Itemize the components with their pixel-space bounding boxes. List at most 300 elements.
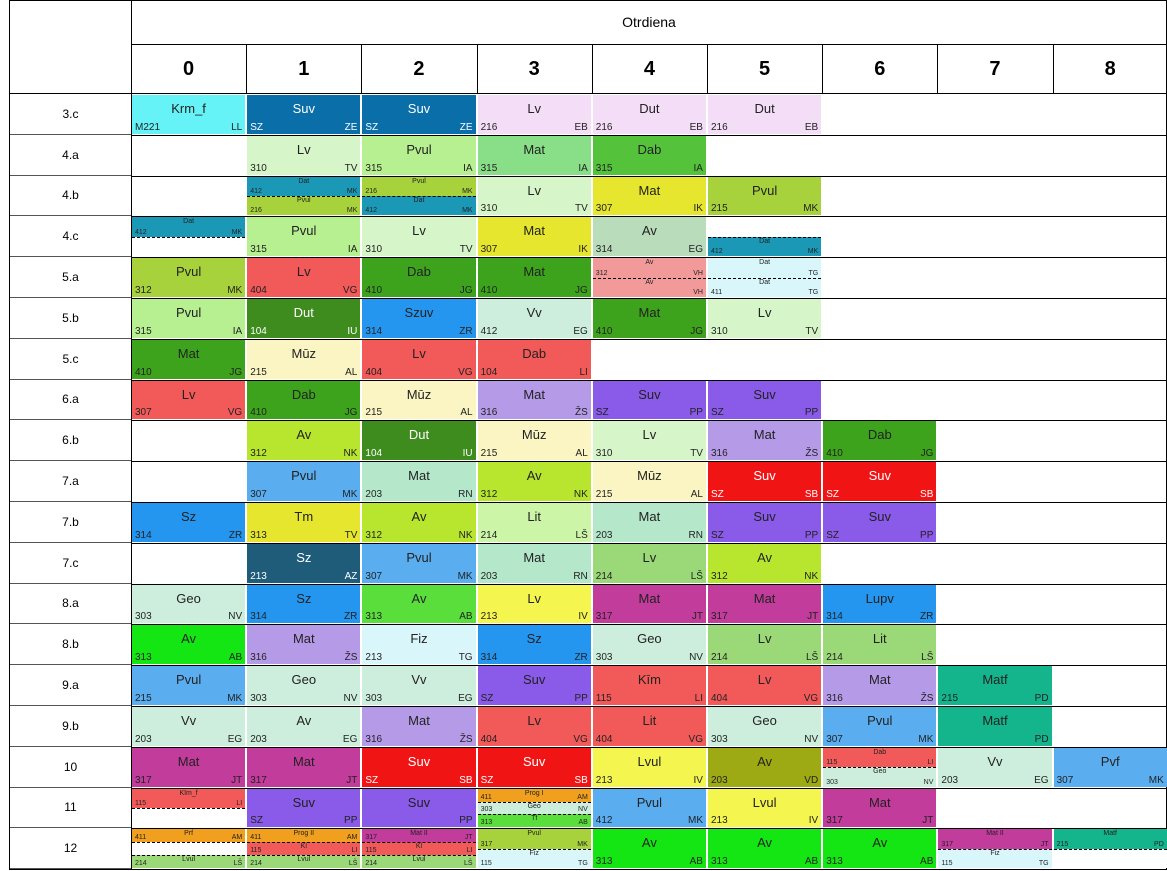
lesson-cell[interactable] bbox=[362, 177, 475, 216]
subject: Suv bbox=[638, 386, 661, 402]
teacher: JG bbox=[575, 284, 588, 296]
lesson-cell[interactable] bbox=[823, 503, 936, 542]
lesson bbox=[823, 462, 936, 501]
lesson-cell[interactable] bbox=[362, 340, 475, 379]
lesson-cell[interactable] bbox=[708, 217, 821, 256]
lesson-cell[interactable] bbox=[593, 625, 706, 664]
lesson-cell[interactable] bbox=[938, 829, 1051, 868]
teacher: LI bbox=[694, 692, 703, 704]
teacher: EG bbox=[688, 244, 703, 256]
lesson-cell[interactable] bbox=[478, 503, 591, 542]
room: SZ bbox=[480, 774, 494, 786]
lesson-cell[interactable] bbox=[132, 299, 245, 338]
lesson-cell[interactable] bbox=[823, 748, 936, 787]
lesson-cell[interactable] bbox=[593, 299, 706, 338]
lesson-cell[interactable] bbox=[593, 217, 706, 256]
lesson-cell[interactable] bbox=[593, 707, 706, 746]
lesson-cell[interactable] bbox=[708, 421, 821, 460]
lesson-cell[interactable] bbox=[362, 625, 475, 664]
subject: Matf bbox=[982, 713, 1008, 728]
room: 314 bbox=[135, 529, 152, 541]
lesson-cell[interactable] bbox=[132, 707, 245, 746]
lesson-cell[interactable] bbox=[362, 829, 475, 868]
subject: Dat bbox=[183, 218, 195, 226]
teacher: MK bbox=[462, 207, 473, 215]
lesson-cell[interactable] bbox=[593, 789, 706, 828]
subject: Suv bbox=[753, 509, 776, 524]
lesson bbox=[593, 136, 706, 175]
subject: Geo bbox=[637, 631, 662, 647]
room: 303 bbox=[711, 733, 728, 745]
lesson-cell[interactable] bbox=[132, 340, 245, 379]
lesson-cell[interactable] bbox=[247, 503, 360, 542]
lesson-cell[interactable] bbox=[593, 381, 706, 420]
period-header: 6 bbox=[874, 57, 886, 80]
lesson-cell[interactable] bbox=[478, 748, 591, 787]
subject: Mat II bbox=[410, 830, 428, 838]
teacher: LI bbox=[579, 366, 588, 378]
lesson-cell[interactable] bbox=[132, 829, 245, 868]
lesson-cell[interactable] bbox=[593, 258, 706, 297]
lesson bbox=[247, 381, 360, 420]
teacher: LŠ bbox=[690, 570, 703, 582]
lesson-cell[interactable] bbox=[247, 177, 360, 216]
room: 115 bbox=[480, 860, 492, 868]
room: 312 bbox=[480, 488, 498, 500]
lesson-cell[interactable] bbox=[362, 462, 475, 501]
lesson-cell[interactable] bbox=[362, 421, 475, 460]
lesson-cell[interactable] bbox=[247, 789, 360, 828]
subject: Dut bbox=[408, 427, 430, 443]
room: 303 bbox=[826, 778, 838, 786]
teacher: NV bbox=[578, 806, 588, 814]
subject: Kīm_f bbox=[179, 789, 198, 797]
teacher: IU bbox=[347, 325, 358, 337]
lesson bbox=[247, 421, 360, 460]
lesson-cell[interactable] bbox=[247, 340, 360, 379]
lesson-cell[interactable] bbox=[593, 666, 706, 705]
subject: Dut bbox=[293, 305, 314, 320]
lesson bbox=[938, 748, 1051, 787]
lesson bbox=[593, 666, 706, 705]
lesson-cell[interactable] bbox=[247, 95, 360, 134]
lesson bbox=[247, 503, 360, 542]
subject: Prog II bbox=[293, 830, 315, 838]
room: 203 bbox=[135, 733, 152, 745]
lesson bbox=[478, 544, 591, 583]
lesson-cell[interactable] bbox=[132, 585, 245, 624]
teacher: MK bbox=[346, 187, 358, 195]
subject: Av bbox=[411, 590, 427, 606]
lesson bbox=[132, 381, 245, 420]
subject: Pvul bbox=[291, 223, 317, 239]
teacher: ZR bbox=[228, 529, 243, 541]
teacher: IK bbox=[578, 244, 588, 256]
lesson-cell[interactable] bbox=[593, 748, 706, 787]
lesson-cell[interactable] bbox=[132, 625, 245, 664]
subject: Av bbox=[645, 278, 654, 286]
subject: Av bbox=[872, 835, 888, 851]
lesson-cell[interactable] bbox=[823, 666, 936, 705]
lesson-cell[interactable] bbox=[708, 95, 821, 134]
lesson-cell[interactable] bbox=[362, 95, 475, 134]
lesson-cell[interactable] bbox=[247, 625, 360, 664]
lesson-cell[interactable] bbox=[708, 748, 821, 787]
lesson bbox=[478, 258, 591, 297]
lesson bbox=[132, 95, 245, 134]
lesson-cell[interactable] bbox=[132, 789, 245, 828]
room: 307 bbox=[365, 570, 383, 582]
lesson bbox=[478, 136, 591, 175]
lesson bbox=[478, 503, 591, 542]
room: 214 bbox=[480, 529, 498, 541]
lesson-cell[interactable] bbox=[708, 829, 821, 868]
lesson bbox=[247, 217, 360, 256]
lesson-group bbox=[708, 278, 821, 297]
subject: Av bbox=[641, 223, 657, 239]
teacher: TV bbox=[459, 244, 473, 256]
lesson-cell[interactable] bbox=[362, 585, 475, 624]
room: 216 bbox=[480, 121, 498, 133]
teacher: MK bbox=[462, 187, 473, 195]
lesson-cell[interactable] bbox=[478, 421, 591, 460]
lesson bbox=[247, 666, 360, 705]
period-header: 1 bbox=[298, 57, 310, 80]
teacher: PP bbox=[920, 529, 934, 541]
teacher: IA bbox=[693, 162, 703, 174]
lesson-cell[interactable] bbox=[708, 544, 821, 583]
lesson-cell[interactable] bbox=[478, 544, 591, 583]
lesson-cell[interactable] bbox=[478, 829, 591, 868]
subject: Dab bbox=[873, 748, 887, 756]
lesson-cell[interactable] bbox=[938, 748, 1051, 787]
lesson bbox=[593, 503, 706, 542]
subject: Pvul bbox=[406, 141, 432, 157]
lesson-cell[interactable] bbox=[823, 585, 936, 624]
subject: Suv bbox=[407, 753, 431, 769]
lesson-group bbox=[708, 217, 821, 236]
subject: Prog I bbox=[524, 789, 544, 797]
lesson-cell[interactable] bbox=[1054, 829, 1167, 868]
lesson bbox=[478, 748, 591, 787]
lesson-cell[interactable] bbox=[478, 299, 591, 338]
teacher: IA bbox=[578, 162, 588, 174]
lesson-cell[interactable] bbox=[362, 789, 475, 828]
teacher: AL bbox=[345, 366, 358, 378]
lesson-cell[interactable] bbox=[362, 381, 475, 420]
lesson-group bbox=[478, 814, 591, 827]
room: 316 bbox=[711, 448, 728, 460]
subject: Mat bbox=[177, 345, 200, 361]
lesson-cell[interactable] bbox=[132, 217, 245, 256]
teacher: EG bbox=[227, 733, 243, 745]
subject: Suv bbox=[522, 672, 546, 688]
lesson bbox=[362, 707, 475, 746]
subject: Dat bbox=[759, 278, 771, 286]
lesson-cell[interactable] bbox=[362, 136, 475, 175]
lesson bbox=[938, 707, 1051, 746]
subject: Mat bbox=[638, 182, 661, 198]
lesson-cell[interactable] bbox=[708, 381, 821, 420]
lesson-cell[interactable] bbox=[823, 462, 936, 501]
lesson-cell[interactable] bbox=[593, 421, 706, 460]
teacher: VG bbox=[458, 366, 473, 378]
teacher: MK bbox=[918, 733, 934, 745]
room: 214 bbox=[135, 860, 147, 868]
lesson-cell[interactable] bbox=[478, 585, 591, 624]
room: 307 bbox=[135, 407, 152, 419]
subject: Fiz bbox=[990, 849, 1000, 857]
group-divider bbox=[132, 842, 245, 843]
subject: Suv bbox=[868, 509, 891, 524]
teacher: AZ bbox=[344, 570, 358, 582]
lesson bbox=[362, 544, 475, 583]
lesson-cell[interactable] bbox=[478, 625, 591, 664]
lesson bbox=[708, 707, 821, 746]
lesson bbox=[362, 217, 475, 256]
lesson-cell[interactable] bbox=[823, 625, 936, 664]
grid-line bbox=[131, 869, 1167, 870]
lesson bbox=[593, 544, 706, 583]
subject: Lvul bbox=[752, 794, 777, 810]
lesson-cell[interactable] bbox=[478, 381, 591, 420]
room: 115 bbox=[826, 759, 838, 767]
lesson bbox=[247, 707, 360, 746]
lesson bbox=[823, 829, 936, 868]
subject: Geo bbox=[291, 672, 317, 688]
room: 412 bbox=[711, 248, 723, 256]
group-divider bbox=[132, 237, 245, 238]
lesson bbox=[132, 503, 245, 542]
lesson-cell[interactable] bbox=[362, 544, 475, 583]
room: 411 bbox=[135, 834, 147, 842]
room: 203 bbox=[595, 529, 613, 541]
group-divider bbox=[132, 855, 245, 856]
lesson-cell[interactable] bbox=[362, 666, 475, 705]
teacher: TG bbox=[578, 860, 588, 868]
teacher: NV bbox=[343, 692, 358, 704]
lesson-cell[interactable] bbox=[708, 585, 821, 624]
room: 303 bbox=[135, 611, 152, 623]
lesson-cell[interactable] bbox=[247, 748, 360, 787]
lesson-cell[interactable] bbox=[132, 95, 245, 134]
subject: Dab bbox=[291, 386, 316, 402]
subject: Mūz bbox=[637, 468, 662, 484]
lesson bbox=[247, 544, 360, 583]
teacher: RN bbox=[573, 570, 588, 582]
lesson-cell[interactable] bbox=[593, 585, 706, 624]
lesson-cell[interactable] bbox=[708, 666, 821, 705]
subject: Mat bbox=[868, 794, 891, 810]
lesson-cell[interactable] bbox=[478, 707, 591, 746]
lesson-cell[interactable] bbox=[708, 462, 821, 501]
lesson-cell[interactable] bbox=[478, 177, 591, 216]
lesson-cell[interactable] bbox=[708, 503, 821, 542]
lesson-cell[interactable] bbox=[708, 258, 821, 297]
teacher: AM bbox=[346, 834, 358, 842]
lesson-cell[interactable] bbox=[362, 503, 475, 542]
room: 214 bbox=[595, 570, 613, 582]
lesson-cell[interactable] bbox=[247, 462, 360, 501]
subject: Lv bbox=[757, 672, 772, 688]
lesson-group bbox=[132, 789, 245, 808]
teacher: EB bbox=[574, 121, 588, 133]
class-label: 7.c bbox=[10, 543, 131, 584]
lesson-cell[interactable] bbox=[362, 217, 475, 256]
lesson-cell[interactable] bbox=[132, 748, 245, 787]
lesson bbox=[478, 666, 591, 705]
lesson-cell[interactable] bbox=[132, 666, 245, 705]
room: 203 bbox=[250, 733, 267, 745]
teacher: LŠ bbox=[575, 529, 588, 541]
subject: Sz bbox=[296, 549, 312, 565]
teacher: NV bbox=[689, 652, 703, 664]
lesson-cell[interactable] bbox=[938, 666, 1051, 705]
lesson-cell[interactable] bbox=[247, 829, 360, 868]
lesson-cell[interactable] bbox=[247, 666, 360, 705]
subject: Kl bbox=[415, 843, 423, 851]
lesson-cell[interactable] bbox=[478, 462, 591, 501]
room: 410 bbox=[826, 448, 843, 460]
teacher: SB bbox=[920, 488, 934, 500]
room: 313 bbox=[480, 819, 493, 827]
lesson-group bbox=[362, 855, 475, 868]
lesson bbox=[478, 585, 591, 624]
lesson-cell[interactable] bbox=[593, 503, 706, 542]
lesson-cell[interactable] bbox=[593, 177, 706, 216]
teacher: VH bbox=[693, 288, 703, 296]
lesson-cell[interactable] bbox=[708, 299, 821, 338]
lesson-cell[interactable] bbox=[247, 421, 360, 460]
teacher: EG bbox=[342, 733, 358, 745]
lesson-cell[interactable] bbox=[593, 829, 706, 868]
subject: Mat bbox=[292, 753, 315, 769]
lesson-group bbox=[1054, 829, 1167, 848]
lesson-cell[interactable] bbox=[247, 544, 360, 583]
room: 303 bbox=[250, 692, 267, 704]
lesson-cell[interactable] bbox=[478, 789, 591, 828]
lesson-group bbox=[132, 829, 245, 842]
subject: Krm_f bbox=[171, 101, 206, 116]
lesson-cell[interactable] bbox=[362, 748, 475, 787]
lesson bbox=[478, 421, 591, 460]
teacher: MK bbox=[807, 248, 819, 256]
lesson-cell[interactable] bbox=[247, 381, 360, 420]
subject: Lvul bbox=[297, 856, 311, 864]
lesson-cell[interactable] bbox=[478, 666, 591, 705]
lesson-cell[interactable] bbox=[593, 462, 706, 501]
lesson bbox=[478, 625, 591, 664]
lesson-cell[interactable] bbox=[247, 258, 360, 297]
lesson-cell[interactable] bbox=[247, 217, 360, 256]
lesson bbox=[823, 585, 936, 624]
room: 104 bbox=[480, 366, 498, 378]
lesson-cell[interactable] bbox=[593, 136, 706, 175]
subject: Geo bbox=[176, 590, 201, 606]
room: 214 bbox=[826, 652, 843, 664]
lesson-cell[interactable] bbox=[478, 136, 591, 175]
lesson-cell[interactable] bbox=[478, 340, 591, 379]
lesson-cell[interactable] bbox=[938, 707, 1051, 746]
teacher: VH bbox=[693, 269, 703, 277]
subject: Geo bbox=[527, 802, 541, 810]
lesson-cell[interactable] bbox=[478, 217, 591, 256]
lesson-cell[interactable] bbox=[362, 258, 475, 297]
lesson bbox=[247, 258, 360, 297]
subject: Av bbox=[757, 549, 773, 565]
lesson-cell[interactable] bbox=[708, 707, 821, 746]
lesson-cell[interactable] bbox=[708, 177, 821, 216]
lesson-cell[interactable] bbox=[247, 585, 360, 624]
subject: Mat bbox=[638, 305, 661, 320]
subject: Lv bbox=[527, 101, 542, 116]
lesson-cell[interactable] bbox=[593, 544, 706, 583]
subject: Av bbox=[526, 468, 542, 484]
room: 412 bbox=[480, 325, 498, 337]
subject: Lv bbox=[642, 549, 657, 565]
lesson-cell[interactable] bbox=[132, 258, 245, 297]
subject: Lv bbox=[412, 345, 426, 361]
teacher: ZR bbox=[344, 611, 358, 623]
lesson-cell[interactable] bbox=[362, 299, 475, 338]
lesson-cell[interactable] bbox=[823, 829, 936, 868]
lesson-cell[interactable] bbox=[132, 381, 245, 420]
teacher: NV bbox=[228, 611, 243, 623]
teacher: IK bbox=[693, 203, 703, 215]
room: SZ bbox=[250, 815, 263, 827]
lesson bbox=[247, 299, 360, 338]
lesson-cell[interactable] bbox=[708, 625, 821, 664]
subject: Lit bbox=[527, 509, 542, 524]
lesson-cell[interactable] bbox=[823, 707, 936, 746]
teacher: RN bbox=[458, 488, 473, 500]
class-label: 11 bbox=[10, 788, 131, 829]
lesson-cell[interactable] bbox=[478, 95, 591, 134]
lesson-cell[interactable] bbox=[823, 421, 936, 460]
subject: Dab bbox=[522, 345, 547, 361]
lesson-cell[interactable] bbox=[247, 136, 360, 175]
lesson-cell[interactable] bbox=[593, 95, 706, 134]
subject: Lv bbox=[181, 386, 196, 402]
room: 307 bbox=[480, 244, 498, 256]
class-label: 4.a bbox=[10, 135, 131, 176]
teacher: AB bbox=[228, 652, 243, 664]
day-title: Otrdiena bbox=[622, 14, 676, 30]
subject: Tm bbox=[294, 509, 314, 524]
group-divider bbox=[362, 196, 475, 197]
teacher: JG bbox=[229, 366, 243, 378]
room: 213 bbox=[711, 815, 728, 827]
lesson-cell[interactable] bbox=[478, 258, 591, 297]
lesson bbox=[362, 95, 475, 134]
lesson-cell[interactable] bbox=[247, 299, 360, 338]
lesson-cell[interactable] bbox=[708, 789, 821, 828]
lesson-group bbox=[593, 258, 706, 277]
subject: Kīm bbox=[637, 672, 661, 688]
lesson-cell[interactable] bbox=[132, 503, 245, 542]
lesson bbox=[938, 666, 1051, 705]
lesson-cell[interactable] bbox=[247, 707, 360, 746]
subject: Dab bbox=[637, 141, 662, 157]
lesson bbox=[593, 421, 706, 460]
lesson-cell[interactable] bbox=[1054, 748, 1167, 787]
class-label: 6.b bbox=[10, 420, 131, 461]
teacher: VG bbox=[342, 284, 358, 296]
lesson-cell[interactable] bbox=[823, 789, 936, 828]
teacher: LI bbox=[351, 847, 358, 855]
lesson-cell[interactable] bbox=[362, 707, 475, 746]
teacher: EB bbox=[804, 121, 819, 133]
